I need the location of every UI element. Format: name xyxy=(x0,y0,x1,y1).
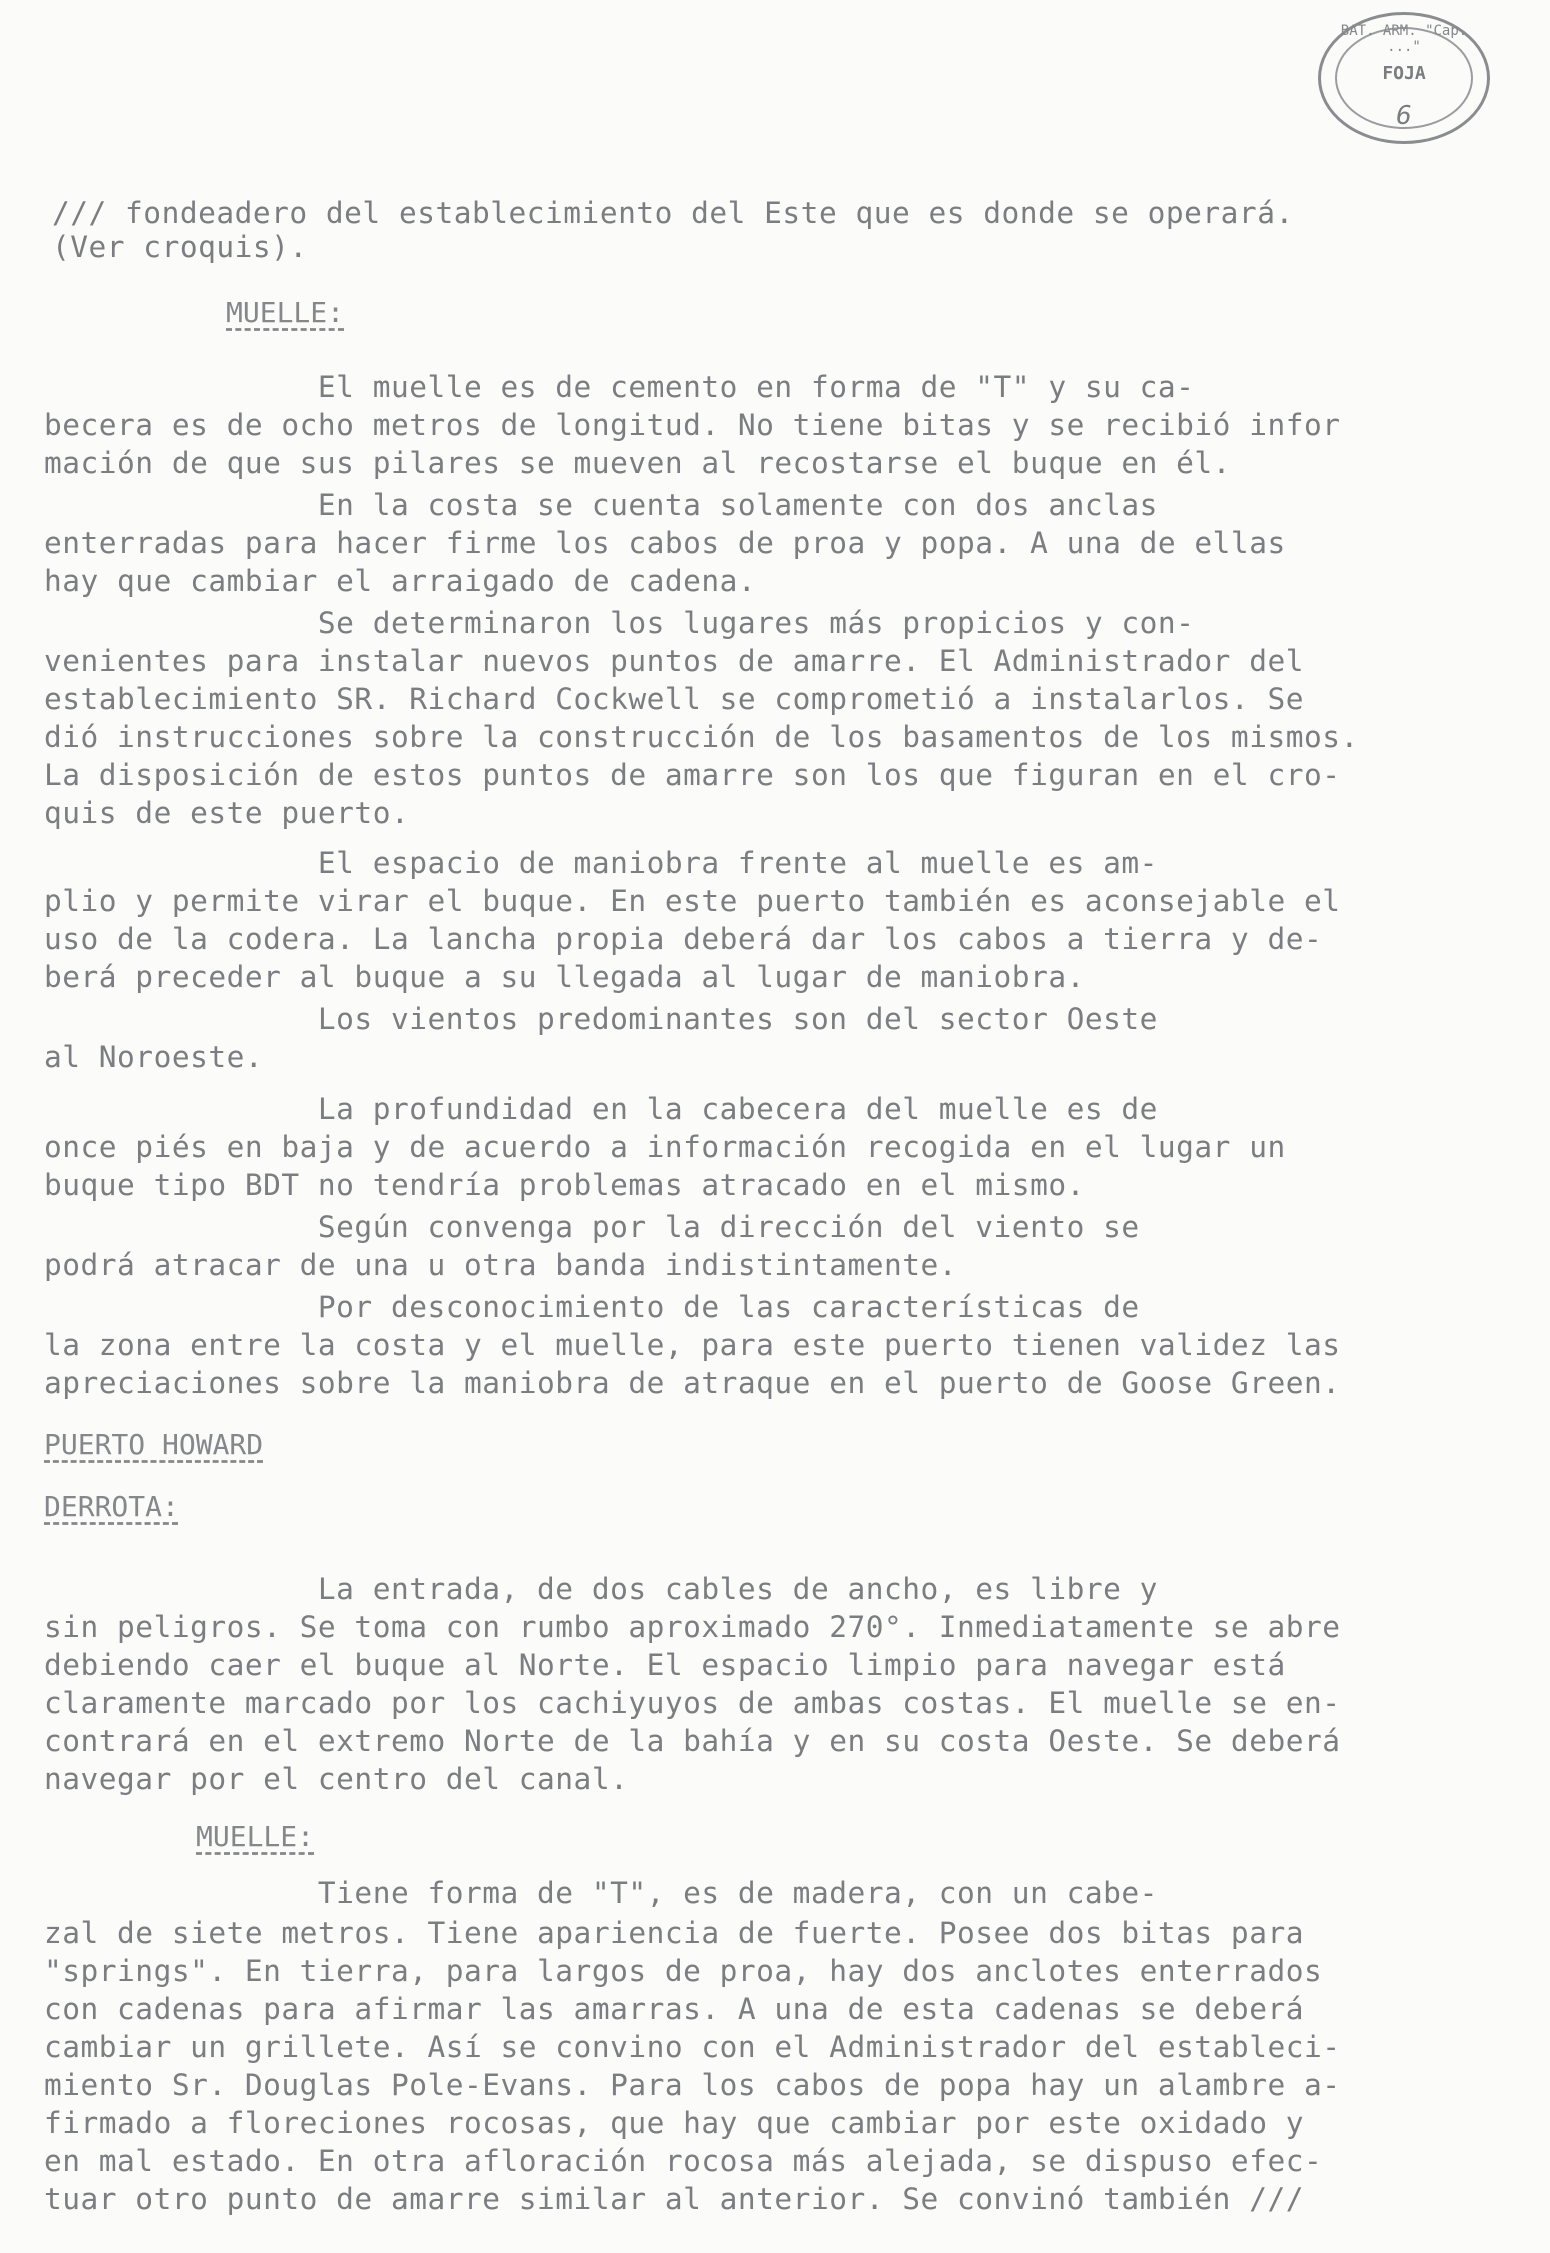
text-line: al Noroeste. xyxy=(44,1040,264,1074)
text-line: miento Sr. Douglas Pole-Evans. Para los cabos de popa hay un alambre a- xyxy=(44,2068,1341,2102)
stamp-page-number: 6 xyxy=(1396,101,1412,131)
text-line: Por desconocimiento de las características de xyxy=(44,1290,1140,1324)
heading-puerto-howard: PUERTO HOWARD xyxy=(44,1428,264,1461)
text-line: becera es de ocho metros de longitud. No tiene bitas y se recibió infor xyxy=(44,408,1341,442)
text-line: contrará en el extremo Norte de la bahía y en su costa Oeste. Se deberá xyxy=(44,1724,1341,1758)
heading-derrota: DERROTA: xyxy=(44,1490,179,1523)
heading-muelle: MUELLE: xyxy=(226,296,345,329)
text-line: mación de que sus pilares se mueven al recostarse el buque en él. xyxy=(44,446,1231,480)
text-line: berá preceder al buque a su llegada al lugar de maniobra. xyxy=(44,960,1085,994)
text-line: enterradas para hacer firme los cabos de proa y popa. A una de ellas xyxy=(44,526,1286,560)
text-line: Tiene forma de "T", es de madera, con un cabe- xyxy=(44,1876,1158,1910)
intro-line: (Ver croquis). xyxy=(52,230,308,264)
text-line: quis de este puerto. xyxy=(44,796,410,830)
text-line: apreciaciones sobre la maniobra de atraque en el puerto de Goose Green. xyxy=(44,1366,1341,1400)
text-line: debiendo caer el buque al Norte. El espacio limpio para navegar está xyxy=(44,1648,1286,1682)
text-line: zal de siete metros. Tiene apariencia de fuerte. Posee dos bitas para xyxy=(44,1916,1304,1950)
intro-line: /// fondeadero del establecimiento del Este que es donde se operará. xyxy=(52,196,1294,230)
text-line: El espacio de maniobra frente al muelle es am- xyxy=(44,846,1158,880)
text-line: La entrada, de dos cables de ancho, es libre y xyxy=(44,1572,1158,1606)
text-line: venientes para instalar nuevos puntos de amarre. El Administrador del xyxy=(44,644,1304,678)
text-line: establecimiento SR. Richard Cockwell se comprometió a instalarlos. Se xyxy=(44,682,1304,716)
text-line: firmado a floreciones rocosas, que hay que cambiar por este oxidado y xyxy=(44,2106,1304,2140)
heading-muelle: MUELLE: xyxy=(196,1820,315,1853)
text-line: buque tipo BDT no tendría problemas atracado en el mismo. xyxy=(44,1168,1085,1202)
text-line: con cadenas para afirmar las amarras. A una de esta cadenas se deberá xyxy=(44,1992,1304,2026)
stamp-foja-label: FOJA xyxy=(1382,63,1426,84)
text-line: cambiar un grillete. Así se convino con el Administrador del estableci- xyxy=(44,2030,1341,2064)
text-line: la zona entre la costa y el muelle, para este puerto tienen validez las xyxy=(44,1328,1341,1362)
text-line: once piés en baja y de acuerdo a información recogida en el lugar un xyxy=(44,1130,1286,1164)
text-line: En la costa se cuenta solamente con dos anclas xyxy=(44,488,1158,522)
text-line: uso de la codera. La lancha propia deberá dar los cabos a tierra y de- xyxy=(44,922,1323,956)
text-line: plio y permite virar el buque. En este puerto también es aconsejable el xyxy=(44,884,1341,918)
text-line: dió instrucciones sobre la construcción de los basamentos de los mismos. xyxy=(44,720,1359,754)
stamp-top-text: BAT. ARM. "Cap. ..." xyxy=(1340,23,1468,55)
text-line: tuar otro punto de amarre similar al anterior. Se convinó también /// xyxy=(44,2182,1304,2216)
text-line: Según convenga por la dirección del viento se xyxy=(44,1210,1140,1244)
text-line: navegar por el centro del canal. xyxy=(44,1762,629,1796)
text-line: Los vientos predominantes son del sector Oeste xyxy=(44,1002,1158,1036)
text-line: sin peligros. Se toma con rumbo aproximado 270°. Inmediatamente se abre xyxy=(44,1610,1341,1644)
text-line: La disposición de estos puntos de amarre son los que figuran en el cro- xyxy=(44,758,1341,792)
text-line: El muelle es de cemento en forma de "T" y su ca- xyxy=(44,370,1195,404)
text-line: Se determinaron los lugares más propicios y con- xyxy=(44,606,1195,640)
official-stamp xyxy=(1318,12,1490,144)
text-line: claramente marcado por los cachiyuyos de ambas costas. El muelle se en- xyxy=(44,1686,1341,1720)
text-line: La profundidad en la cabecera del muelle es de xyxy=(44,1092,1158,1126)
text-line: hay que cambiar el arraigado de cadena. xyxy=(44,564,757,598)
text-line: podrá atracar de una u otra banda indistintamente. xyxy=(44,1248,958,1282)
text-line: en mal estado. En otra afloración rocosa más alejada, se dispuso efec- xyxy=(44,2144,1323,2178)
text-line: "springs". En tierra, para largos de proa, hay dos anclotes enterrados xyxy=(44,1954,1323,1988)
